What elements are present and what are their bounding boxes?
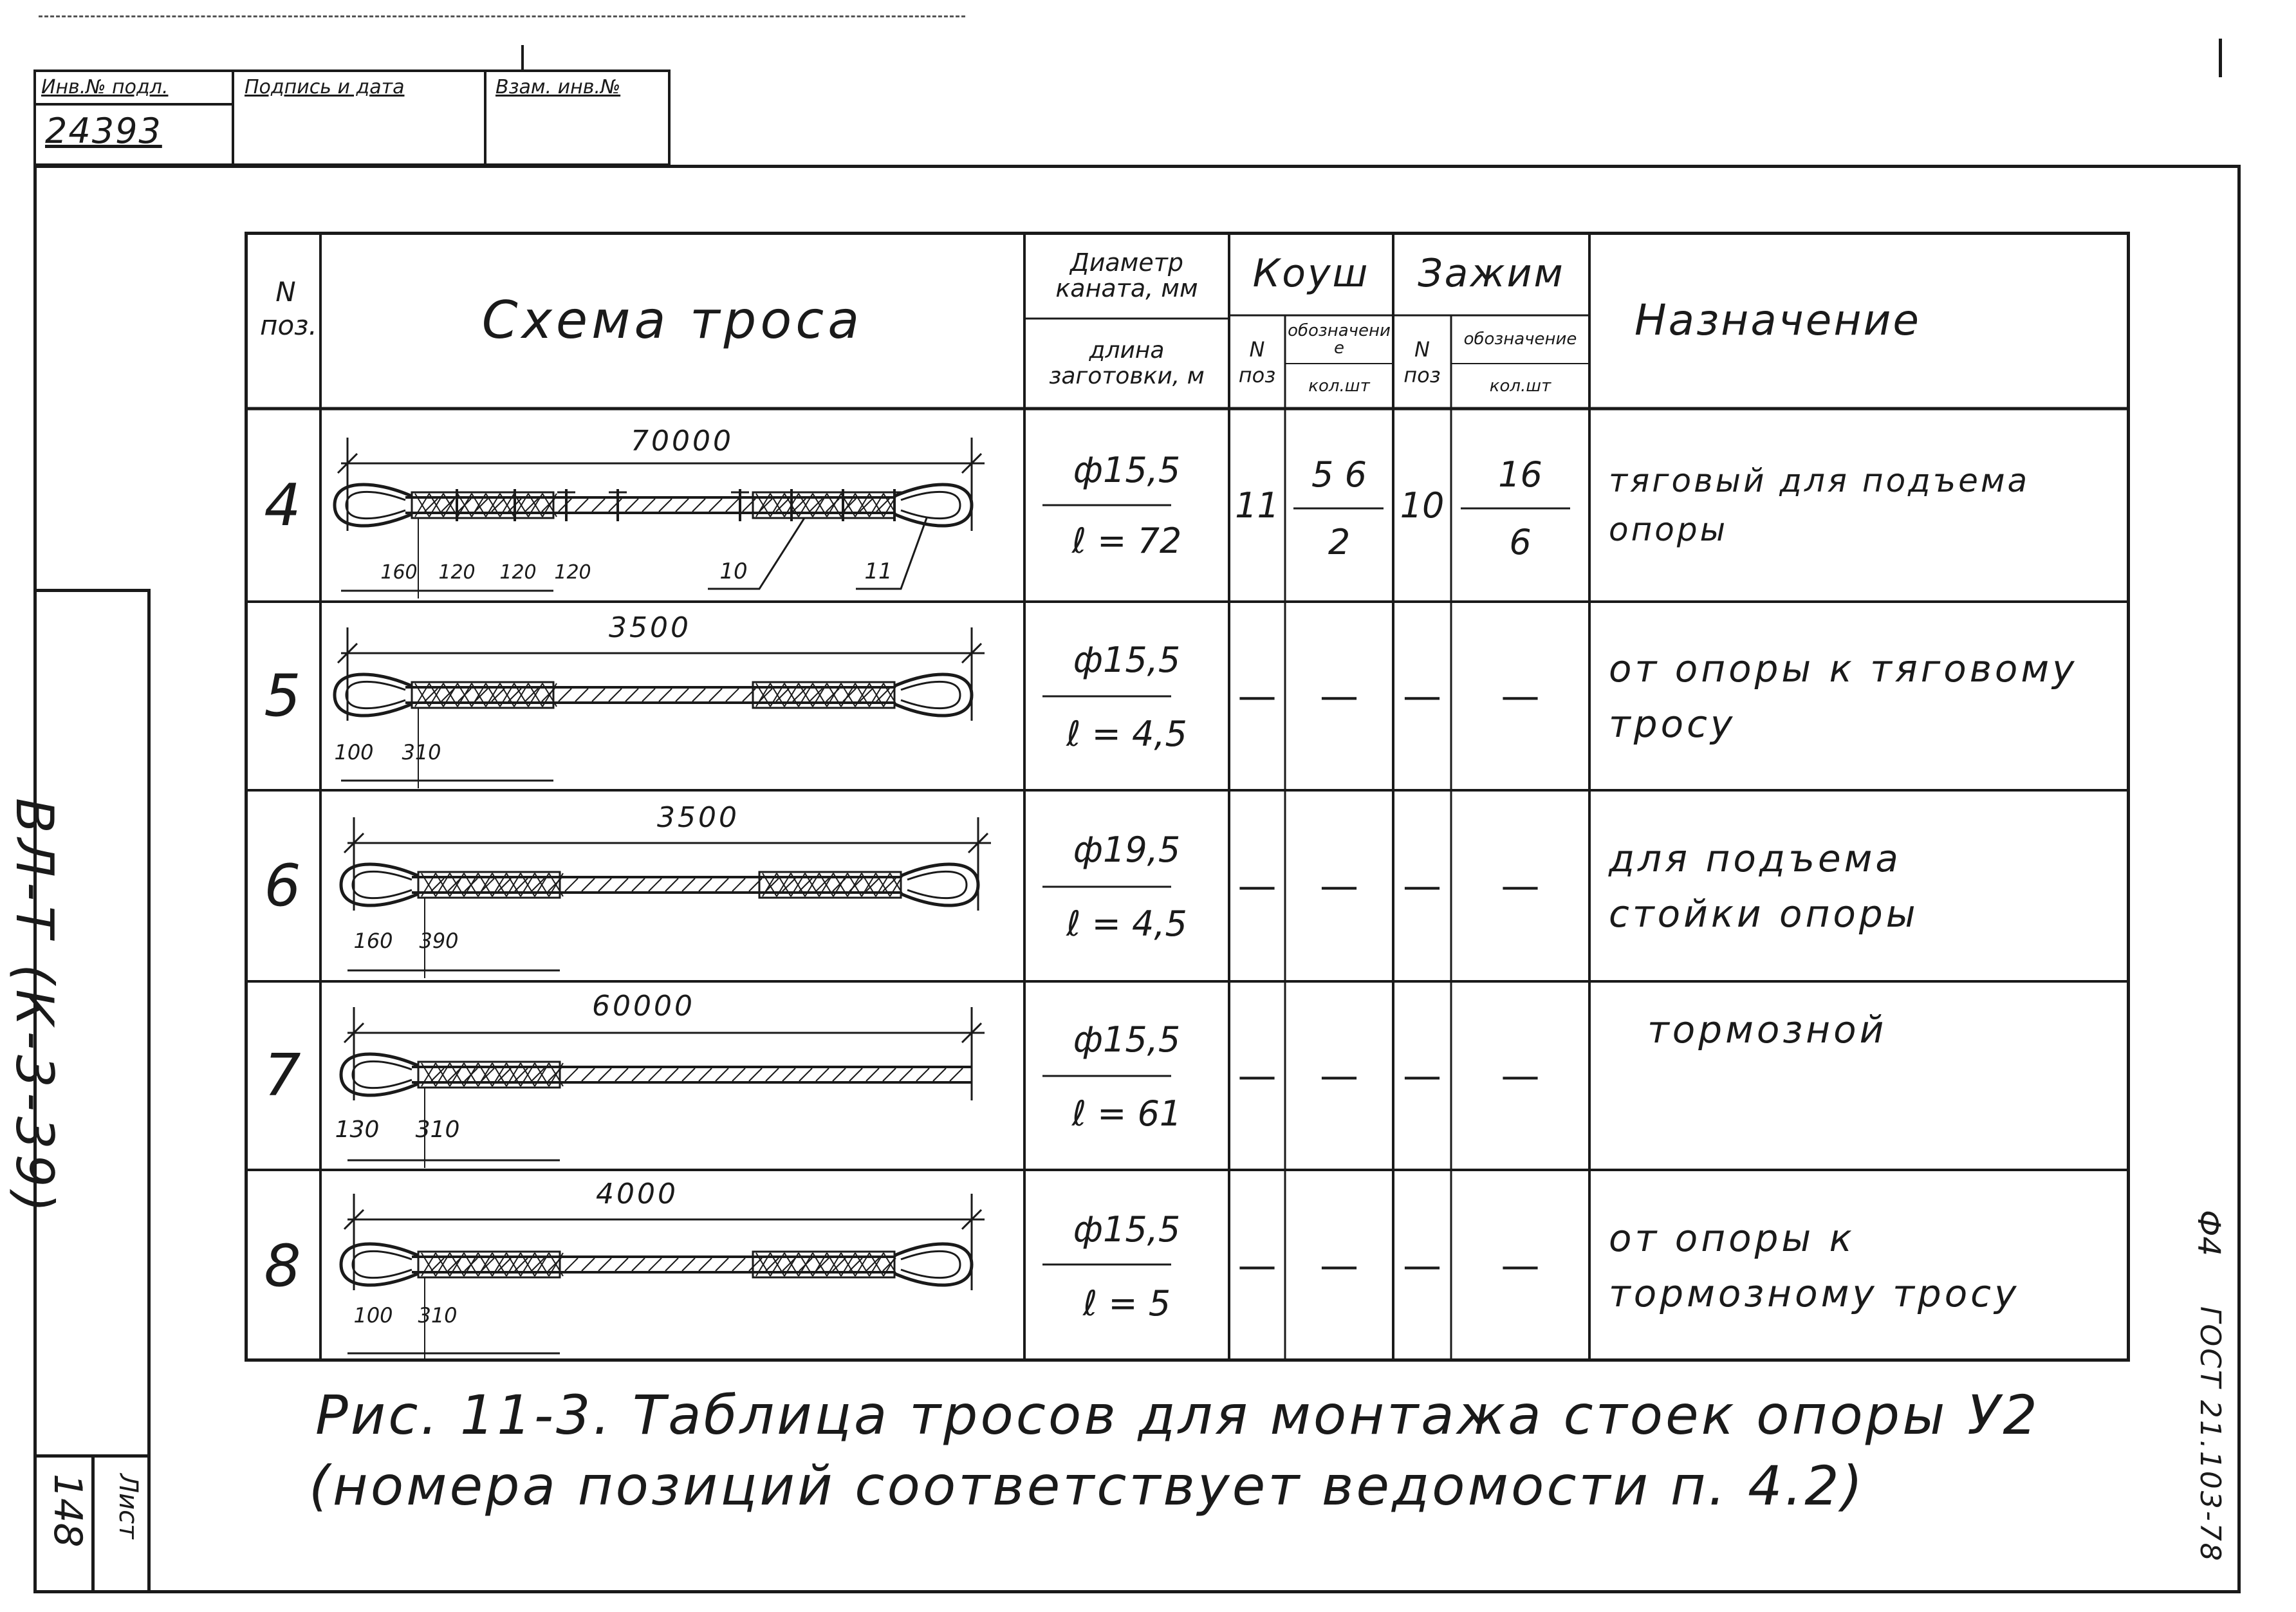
row4-clamp-des: 16: [1498, 454, 1542, 495]
row7-rope-lay: [682, 1068, 695, 1081]
row8-rope-lay: [732, 1258, 745, 1271]
row6-clamp-des: —: [1501, 863, 1540, 909]
stamp-replace-label: Взам. инв.№: [495, 76, 621, 98]
cable-table: [245, 232, 2130, 1362]
row5-right-thimble-inner: [901, 681, 960, 708]
row7-rope-lay: [732, 1068, 745, 1081]
row4-rope-lay: [659, 499, 672, 512]
row4-rope-lay: [575, 499, 588, 512]
row7-rope-lay: [883, 1068, 896, 1081]
sheet-number: 148: [45, 1474, 90, 1548]
top-tick: [521, 45, 524, 71]
row5-dim-total: 3500: [609, 611, 691, 644]
row7-thimble-pos: —: [1237, 1053, 1277, 1098]
row7-rope-lay: [950, 1068, 963, 1081]
row5-clamp-pos: —: [1403, 673, 1441, 719]
stamp-inv-label: Инв.№ подл.: [41, 76, 169, 98]
row5-rope-lay: [625, 689, 638, 701]
row5-length: ℓ = 4,5: [1066, 713, 1187, 754]
row8-left-thimble-inner: [353, 1251, 412, 1277]
row4-pos: 4: [264, 471, 301, 539]
row6-rope-lay: [732, 878, 745, 891]
row7-rope-lay: [582, 1068, 595, 1081]
row8-clamp-pos: —: [1403, 1243, 1441, 1288]
top-edge-line: [39, 15, 965, 17]
row5-clamp-des: —: [1501, 673, 1540, 719]
row7-rope-lay: [716, 1068, 728, 1081]
row8-diameter: ф15,5: [1073, 1209, 1181, 1250]
stamp-inv-value: 24393: [45, 111, 162, 151]
row7-thimble-des: —: [1320, 1053, 1358, 1098]
stamp-row-divider: [33, 103, 234, 106]
row6-dim-total: 3500: [657, 801, 739, 834]
row4-diameter: ф15,5: [1073, 449, 1181, 490]
row6-rope-lay: [716, 878, 728, 891]
row7-rope-lay: [766, 1068, 779, 1081]
left-vertical-title: ВЛ-Т (К-3-39): [5, 798, 64, 1218]
row4-dim-seg4: 120: [554, 561, 591, 584]
row7-left-thimble-inner: [353, 1061, 412, 1088]
row6-diameter: ф19,5: [1073, 829, 1181, 870]
row7-rope-lay: [615, 1068, 628, 1081]
row8-length: ℓ = 5: [1082, 1283, 1171, 1324]
figure-caption-line2: (номера позиций соответствует ведомости п. 4.2): [309, 1454, 1866, 1517]
row7-rope-lay: [649, 1068, 662, 1081]
header-pos-text: N поз.: [260, 276, 317, 341]
header-length: длина заготовки, м: [1049, 337, 1205, 389]
row6-rope-lay: [565, 878, 578, 891]
row4-clamp-pos: 10: [1400, 485, 1445, 526]
row4-dim-total: 70000: [631, 425, 734, 458]
row8-pos: 8: [264, 1232, 301, 1300]
row6-rope-lay: [665, 878, 678, 891]
header-clamp-n: N поз: [1403, 337, 1441, 387]
row4-dim-seg3: 120: [499, 561, 537, 584]
right-gost-label: ГОСТ 21.103-78: [2194, 1306, 2227, 1563]
header-clamp: Зажим: [1418, 251, 1565, 296]
row6-rope-lay: [682, 878, 695, 891]
row4-dim-seg2: 120: [438, 561, 476, 584]
row5-thimble-pos: —: [1237, 673, 1277, 719]
row6-rope-lay: [582, 878, 595, 891]
sheet-label: Лист: [113, 1474, 143, 1539]
row7-clamp-des: —: [1501, 1053, 1540, 1098]
row8-purpose: от опоры к тормозному тросу: [1609, 1216, 2020, 1315]
row4-dim-seg1: 160: [380, 561, 418, 584]
header-pos: [251, 257, 320, 360]
row4-thimble-pos: 11: [1235, 485, 1279, 526]
row8-rope-lay: [699, 1258, 712, 1271]
row7-rope-lay: [799, 1068, 812, 1081]
row8-rope-lay: [632, 1258, 645, 1271]
row5-purpose: от опоры к тяговому тросу: [1609, 646, 2078, 746]
row7-rope-lay: [782, 1068, 795, 1081]
row7-clamp-pos: —: [1403, 1053, 1441, 1098]
row8-rope-lay: [565, 1258, 578, 1271]
row8-right-thimble-inner: [901, 1251, 960, 1277]
row5-rope-lay: [659, 689, 672, 701]
row5-diameter: ф15,5: [1073, 639, 1181, 680]
row7-rope-lay: [916, 1068, 929, 1081]
header-diameter: Диаметр каната, мм: [1055, 248, 1198, 302]
row4-clamp-qty: 6: [1509, 522, 1532, 562]
row5-rope-lay: [709, 689, 722, 701]
row6-purpose: для подъема стойки опоры: [1609, 836, 1919, 936]
header-purpose: Назначение: [1634, 295, 1921, 345]
right-edge-mark: [2219, 39, 2222, 77]
row7-rope-lay: [665, 1068, 678, 1081]
row7-pos: 7: [264, 1042, 301, 1109]
row8-clamp-des: —: [1501, 1243, 1540, 1288]
row8-dim-seg2: 310: [418, 1303, 458, 1328]
row5-rope-lay: [642, 689, 655, 701]
row4-rope-lay: [642, 499, 655, 512]
row4-rope-lay: [726, 499, 739, 512]
row6-thimble-des: —: [1320, 863, 1358, 909]
row8-rope-lay: [649, 1258, 662, 1271]
row5-rope-lay: [692, 689, 705, 701]
stamp-sign-label: Подпись и дата: [245, 76, 405, 98]
row7-rope-lay: [900, 1068, 912, 1081]
row4-rope-lay: [692, 499, 705, 512]
row5-left-thimble-inner: [346, 681, 405, 708]
row5-rope-lay: [592, 689, 605, 701]
row6-thimble-pos: —: [1237, 863, 1277, 909]
row4-callout-thimble: 11: [864, 559, 893, 584]
row6-rope-lay: [598, 878, 611, 891]
sheet-divider-vertical: [91, 1454, 95, 1593]
row7-rope-lay: [598, 1068, 611, 1081]
row5-rope-lay: [575, 689, 588, 701]
row5-rope-lay: [609, 689, 622, 701]
row4-thimble-qty: 2: [1328, 522, 1351, 562]
row4-length: ℓ = 72: [1071, 520, 1182, 561]
row4-callout-clamp: 10: [719, 559, 748, 584]
row8-dim-seg1: 100: [353, 1303, 393, 1328]
row8-dim-total: 4000: [596, 1178, 678, 1210]
row5-dim-seg1: 100: [334, 740, 374, 764]
row5-rope-lay: [676, 689, 689, 701]
row7-rope-lay: [833, 1068, 846, 1081]
figure-caption-line1: Рис. 11-3. Таблица тросов для монтажа стоек опоры У2: [315, 1384, 2040, 1447]
row5-rope-lay: [726, 689, 739, 701]
row7-rope-lay: [749, 1068, 762, 1081]
row7-rope-lay: [816, 1068, 829, 1081]
row7-rope-lay: [632, 1068, 645, 1081]
row7-length: ℓ = 61: [1071, 1093, 1182, 1134]
row5-rope-lay: [559, 689, 571, 701]
header-clamp-qty: кол.шт: [1489, 376, 1551, 396]
row6-dim-seg1: 160: [353, 929, 393, 953]
row6-dim-seg2: 390: [419, 929, 459, 953]
row4-left-thimble-inner: [346, 492, 405, 518]
row6-clamp-pos: —: [1403, 863, 1441, 909]
row8-rope-lay: [582, 1258, 595, 1271]
row4-thimble-des: 5 6: [1311, 454, 1367, 495]
row4-rope-lay: [625, 499, 638, 512]
header-thimble-designation: обозначение: [1288, 320, 1391, 358]
row4-purpose: тяговый для подъема опоры: [1609, 462, 2030, 548]
row6-right-thimble-inner: [907, 871, 967, 898]
row7-rope-lay: [849, 1068, 862, 1081]
row6-rope-lay: [615, 878, 628, 891]
row8-rope-lay: [716, 1258, 728, 1271]
row4-rope-lay: [609, 499, 622, 512]
row7-dim-seg1: 130: [335, 1116, 380, 1143]
row7-dim-seg2: 310: [415, 1116, 460, 1143]
row5-dim-seg2: 310: [402, 740, 441, 764]
header-scheme: Схема троса: [481, 290, 864, 350]
row8-rope-lay: [665, 1258, 678, 1271]
header-thimble-qty: кол.шт: [1308, 376, 1370, 396]
row6-pos: 6: [264, 852, 301, 920]
row7-diameter: ф15,5: [1073, 1019, 1181, 1060]
row4-rope-lay: [709, 499, 722, 512]
row7-rope-lay: [866, 1068, 879, 1081]
row8-rope-lay: [682, 1258, 695, 1271]
row4-rope-lay: [676, 499, 689, 512]
header-thimble-n: N поз: [1238, 337, 1276, 387]
row4-right-thimble-inner: [901, 492, 960, 518]
right-format-label: Ф4: [2190, 1210, 2227, 1256]
row6-rope-lay: [632, 878, 645, 891]
row8-thimble-des: —: [1320, 1243, 1358, 1288]
row7-purpose: тормозной: [1647, 1008, 1887, 1052]
row8-rope-lay: [615, 1258, 628, 1271]
row7-rope-lay: [933, 1068, 946, 1081]
row7-rope-lay: [565, 1068, 578, 1081]
row4-rope-lay: [592, 499, 605, 512]
row6-length: ℓ = 4,5: [1066, 903, 1187, 944]
header-thimble: Коуш: [1252, 251, 1370, 296]
row8-thimble-pos: —: [1237, 1243, 1277, 1288]
row5-pos: 5: [264, 662, 301, 730]
row6-left-thimble-inner: [353, 871, 412, 898]
header-clamp-designation: обозначение: [1463, 329, 1577, 349]
row8-rope-lay: [598, 1258, 611, 1271]
row7-dim-total: 60000: [592, 990, 695, 1023]
row5-thimble-des: —: [1320, 673, 1358, 719]
row6-rope-lay: [699, 878, 712, 891]
row6-rope-lay: [649, 878, 662, 891]
row7-rope-lay: [699, 1068, 712, 1081]
